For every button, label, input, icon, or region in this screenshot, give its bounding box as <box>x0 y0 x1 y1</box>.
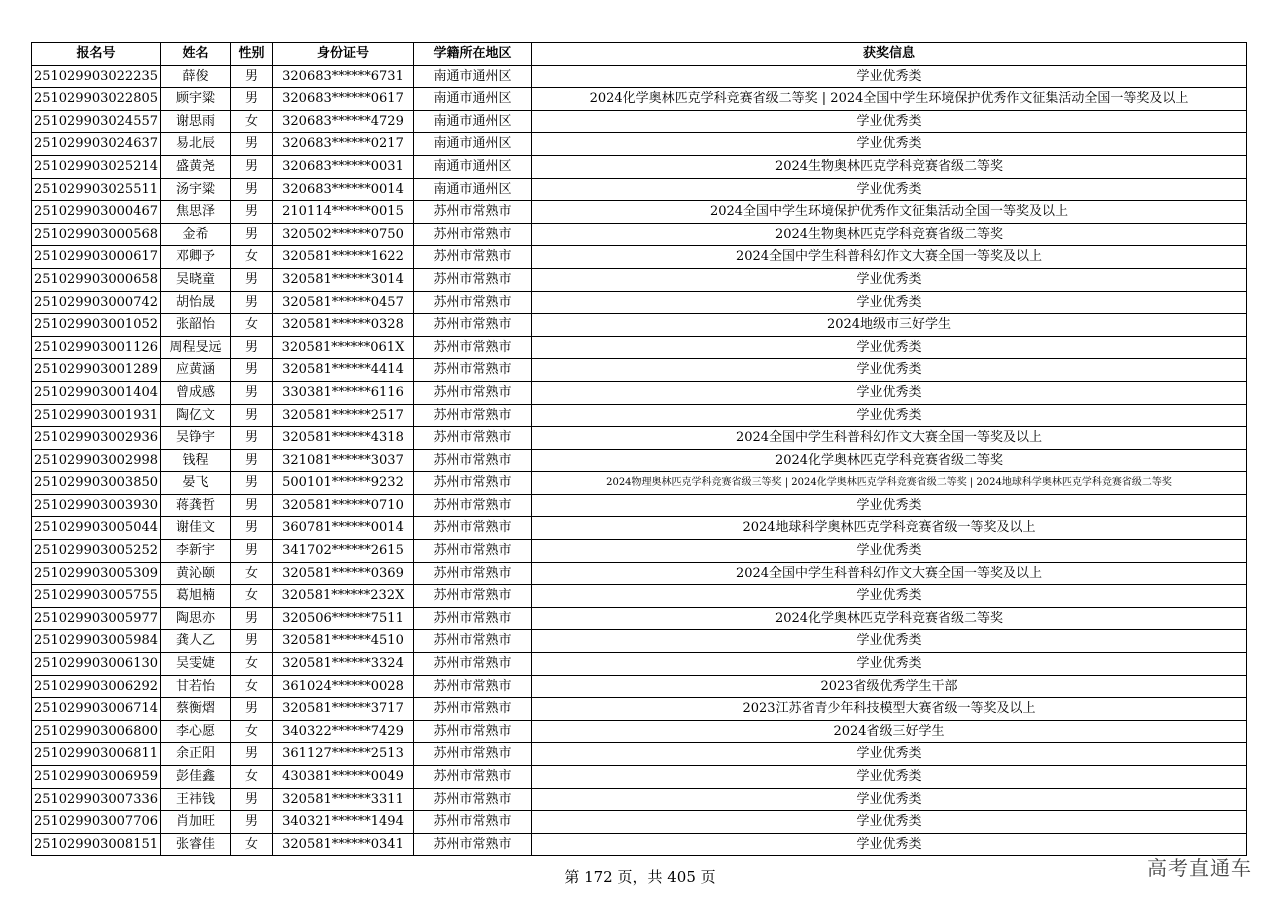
cell-award: 学业优秀类 <box>532 65 1247 88</box>
cell-award: 学业优秀类 <box>532 494 1247 517</box>
cell-gender: 男 <box>231 449 273 472</box>
cell-id-no: 320581******4318 <box>273 427 414 450</box>
cell-reg-no: 251029903001126 <box>32 336 161 359</box>
table-row <box>32 381 1247 404</box>
cell-award: 学业优秀类 <box>532 178 1247 201</box>
cell-id-no: 320581******0457 <box>273 291 414 314</box>
cell-name: 谢佳文 <box>161 517 231 540</box>
cell-award: 学业优秀类 <box>532 133 1247 156</box>
table-row <box>32 291 1247 314</box>
cell-id-no: 361024******0028 <box>273 675 414 698</box>
page-number: 第 172 页，共 405 页 <box>564 868 716 886</box>
cell-gender: 男 <box>231 201 273 224</box>
cell-award: 学业优秀类 <box>532 110 1247 133</box>
cell-gender: 女 <box>231 314 273 337</box>
cell-name: 晏飞 <box>161 472 231 495</box>
cell-name: 吴铮宇 <box>161 427 231 450</box>
cell-award: 学业优秀类 <box>532 404 1247 427</box>
cell-region: 南通市通州区 <box>414 178 532 201</box>
cell-gender: 男 <box>231 65 273 88</box>
cell-gender: 男 <box>231 381 273 404</box>
table-row <box>32 494 1247 517</box>
cell-id-no: 330381******6116 <box>273 381 414 404</box>
header-gender: 性别 <box>231 43 273 66</box>
cell-region: 苏州市常熟市 <box>414 517 532 540</box>
cell-reg-no: 251029903002998 <box>32 449 161 472</box>
cell-gender: 男 <box>231 698 273 721</box>
cell-id-no: 320683******0617 <box>273 88 414 111</box>
cell-id-no: 320683******6731 <box>273 65 414 88</box>
cell-id-no: 320506******7511 <box>273 607 414 630</box>
cell-name: 曾成感 <box>161 381 231 404</box>
cell-region: 苏州市常熟市 <box>414 630 532 653</box>
cell-region: 苏州市常熟市 <box>414 449 532 472</box>
cell-region: 苏州市常熟市 <box>414 246 532 269</box>
cell-id-no: 320683******0014 <box>273 178 414 201</box>
cell-reg-no: 251029903008151 <box>32 833 161 856</box>
cell-id-no: 320581******061X <box>273 336 414 359</box>
cell-region: 苏州市常熟市 <box>414 766 532 789</box>
cell-gender: 男 <box>231 494 273 517</box>
cell-id-no: 320683******4729 <box>273 110 414 133</box>
cell-region: 南通市通州区 <box>414 88 532 111</box>
cell-reg-no: 251029903006811 <box>32 743 161 766</box>
cell-reg-no: 251029903000617 <box>32 246 161 269</box>
cell-region: 苏州市常熟市 <box>414 201 532 224</box>
cell-award: 学业优秀类 <box>532 585 1247 608</box>
watermark-text: 高考直通车 <box>1147 856 1252 880</box>
cell-id-no: 320581******0710 <box>273 494 414 517</box>
cell-award: 2024全国中学生科普科幻作文大赛全国一等奖及以上 <box>532 562 1247 585</box>
cell-name: 张睿佳 <box>161 833 231 856</box>
cell-reg-no: 251029903003850 <box>32 472 161 495</box>
cell-name: 蔡衡熠 <box>161 698 231 721</box>
cell-region: 南通市通州区 <box>414 155 532 178</box>
cell-id-no: 430381******0049 <box>273 766 414 789</box>
cell-name: 金希 <box>161 223 231 246</box>
cell-award: 2024全国中学生环境保护优秀作文征集活动全国一等奖及以上 <box>532 201 1247 224</box>
cell-id-no: 320581******4414 <box>273 359 414 382</box>
cell-gender: 男 <box>231 427 273 450</box>
cell-id-no: 320581******232X <box>273 585 414 608</box>
table-row <box>32 314 1247 337</box>
cell-id-no: 321081******3037 <box>273 449 414 472</box>
table-row <box>32 720 1247 743</box>
cell-reg-no: 251029903024637 <box>32 133 161 156</box>
cell-award: 2024化学奥林匹克学科竞赛省级二等奖 <box>532 449 1247 472</box>
cell-reg-no: 251029903006800 <box>32 720 161 743</box>
cell-region: 苏州市常熟市 <box>414 291 532 314</box>
cell-gender: 男 <box>231 517 273 540</box>
cell-reg-no: 251029903000658 <box>32 268 161 291</box>
cell-id-no: 320502******0750 <box>273 223 414 246</box>
cell-region: 苏州市常熟市 <box>414 268 532 291</box>
cell-reg-no: 251029903002936 <box>32 427 161 450</box>
cell-reg-no: 251029903005252 <box>32 540 161 563</box>
cell-award: 2023省级优秀学生干部 <box>532 675 1247 698</box>
table-row <box>32 743 1247 766</box>
cell-award: 学业优秀类 <box>532 268 1247 291</box>
cell-gender: 女 <box>231 562 273 585</box>
table-row <box>32 472 1247 495</box>
cell-name: 胡怡晟 <box>161 291 231 314</box>
cell-region: 苏州市常熟市 <box>414 833 532 856</box>
cell-region: 南通市通州区 <box>414 110 532 133</box>
cell-gender: 女 <box>231 653 273 676</box>
table-row <box>32 427 1247 450</box>
cell-award: 学业优秀类 <box>532 743 1247 766</box>
cell-region: 苏州市常熟市 <box>414 427 532 450</box>
cell-region: 苏州市常熟市 <box>414 653 532 676</box>
cell-region: 苏州市常熟市 <box>414 607 532 630</box>
cell-gender: 男 <box>231 336 273 359</box>
cell-region: 苏州市常熟市 <box>414 743 532 766</box>
table-row <box>32 133 1247 156</box>
table-row <box>32 788 1247 811</box>
cell-reg-no: 251029903000568 <box>32 223 161 246</box>
cell-name: 张韶怡 <box>161 314 231 337</box>
cell-award: 2024省级三好学生 <box>532 720 1247 743</box>
table-row <box>32 404 1247 427</box>
cell-reg-no: 251029903003930 <box>32 494 161 517</box>
cell-reg-no: 251029903024557 <box>32 110 161 133</box>
cell-id-no: 320581******3717 <box>273 698 414 721</box>
cell-award: 学业优秀类 <box>532 811 1247 834</box>
cell-region: 苏州市常熟市 <box>414 585 532 608</box>
table-row <box>32 833 1247 856</box>
cell-region: 苏州市常熟市 <box>414 314 532 337</box>
table-row <box>32 517 1247 540</box>
cell-reg-no: 251029903006714 <box>32 698 161 721</box>
cell-id-no: 340321******1494 <box>273 811 414 834</box>
cell-reg-no: 251029903001931 <box>32 404 161 427</box>
cell-name: 钱程 <box>161 449 231 472</box>
cell-award: 2024地球科学奥林匹克学科竞赛省级一等奖及以上 <box>532 517 1247 540</box>
cell-award: 学业优秀类 <box>532 833 1247 856</box>
cell-award: 学业优秀类 <box>532 630 1247 653</box>
cell-reg-no: 251029903007336 <box>32 788 161 811</box>
table-row <box>32 336 1247 359</box>
cell-region: 南通市通州区 <box>414 65 532 88</box>
cell-region: 苏州市常熟市 <box>414 811 532 834</box>
cell-name: 吴晓童 <box>161 268 231 291</box>
student-award-table <box>31 42 1247 856</box>
cell-gender: 男 <box>231 472 273 495</box>
cell-gender: 女 <box>231 675 273 698</box>
cell-name: 李心愿 <box>161 720 231 743</box>
cell-id-no: 361127******2513 <box>273 743 414 766</box>
cell-gender: 男 <box>231 788 273 811</box>
cell-award: 2023江苏省青少年科技模型大赛省级一等奖及以上 <box>532 698 1247 721</box>
cell-id-no: 320581******3014 <box>273 268 414 291</box>
table-row <box>32 540 1247 563</box>
cell-gender: 男 <box>231 359 273 382</box>
cell-reg-no: 251029903022805 <box>32 88 161 111</box>
cell-name: 陶亿文 <box>161 404 231 427</box>
cell-reg-no: 251029903005977 <box>32 607 161 630</box>
cell-reg-no: 251029903005309 <box>32 562 161 585</box>
table-row <box>32 359 1247 382</box>
cell-id-no: 320581******1622 <box>273 246 414 269</box>
cell-id-no: 340322******7429 <box>273 720 414 743</box>
cell-region: 南通市通州区 <box>414 133 532 156</box>
cell-name: 葛旭楠 <box>161 585 231 608</box>
cell-award: 学业优秀类 <box>532 653 1247 676</box>
cell-gender: 男 <box>231 268 273 291</box>
table-row <box>32 178 1247 201</box>
header-id-no: 身份证号 <box>273 43 414 66</box>
cell-award: 学业优秀类 <box>532 291 1247 314</box>
cell-gender: 男 <box>231 630 273 653</box>
cell-gender: 男 <box>231 607 273 630</box>
cell-name: 应黄涵 <box>161 359 231 382</box>
table-row <box>32 585 1247 608</box>
table-row <box>32 653 1247 676</box>
table-row <box>32 607 1247 630</box>
cell-name: 肖加旺 <box>161 811 231 834</box>
cell-region: 苏州市常熟市 <box>414 494 532 517</box>
header-reg-no: 报名号 <box>32 43 161 66</box>
header-name: 姓名 <box>161 43 231 66</box>
table-row <box>32 766 1247 789</box>
table-row <box>32 562 1247 585</box>
cell-region: 苏州市常熟市 <box>414 472 532 495</box>
cell-reg-no: 251029903007706 <box>32 811 161 834</box>
cell-award: 2024物理奥林匹克学科竞赛省级三等奖 | 2024化学奥林匹克学科竞赛省级二等奖 | 2024地球科学奥林匹克学科竞赛省级二等奖 <box>532 472 1247 495</box>
cell-id-no: 210114******0015 <box>273 201 414 224</box>
table-row <box>32 698 1247 721</box>
cell-gender: 男 <box>231 540 273 563</box>
header-award: 获奖信息 <box>532 43 1247 66</box>
cell-reg-no: 251029903005044 <box>32 517 161 540</box>
cell-name: 甘若怡 <box>161 675 231 698</box>
cell-id-no: 320581******0369 <box>273 562 414 585</box>
cell-name: 易北辰 <box>161 133 231 156</box>
cell-reg-no: 251029903001289 <box>32 359 161 382</box>
cell-name: 谢思雨 <box>161 110 231 133</box>
cell-name: 薛俊 <box>161 65 231 88</box>
cell-award: 2024化学奥林匹克学科竞赛省级二等奖 <box>532 607 1247 630</box>
cell-award: 学业优秀类 <box>532 788 1247 811</box>
table-row <box>32 88 1247 111</box>
cell-name: 黄沁颐 <box>161 562 231 585</box>
cell-award: 学业优秀类 <box>532 766 1247 789</box>
cell-id-no: 320683******0217 <box>273 133 414 156</box>
cell-name: 李新宇 <box>161 540 231 563</box>
cell-gender: 女 <box>231 720 273 743</box>
cell-reg-no: 251029903001404 <box>32 381 161 404</box>
cell-region: 苏州市常熟市 <box>414 540 532 563</box>
cell-award: 学业优秀类 <box>532 336 1247 359</box>
cell-award: 2024化学奥林匹克学科竞赛省级二等奖 | 2024全国中学生环境保护优秀作文征集活动全国一等奖及以上 <box>532 88 1247 111</box>
table-row <box>32 201 1247 224</box>
cell-reg-no: 251029903025214 <box>32 155 161 178</box>
cell-region: 苏州市常熟市 <box>414 720 532 743</box>
table-row <box>32 675 1247 698</box>
cell-gender: 男 <box>231 811 273 834</box>
cell-award: 2024生物奥林匹克学科竞赛省级二等奖 <box>532 155 1247 178</box>
cell-id-no: 320683******0031 <box>273 155 414 178</box>
cell-name: 吴雯婕 <box>161 653 231 676</box>
cell-gender: 女 <box>231 833 273 856</box>
cell-region: 苏州市常熟市 <box>414 404 532 427</box>
cell-gender: 女 <box>231 766 273 789</box>
table-row <box>32 110 1247 133</box>
table-row <box>32 811 1247 834</box>
cell-reg-no: 251029903000467 <box>32 201 161 224</box>
cell-award: 2024全国中学生科普科幻作文大赛全国一等奖及以上 <box>532 246 1247 269</box>
cell-name: 余正阳 <box>161 743 231 766</box>
table-row <box>32 630 1247 653</box>
cell-id-no: 320581******3311 <box>273 788 414 811</box>
table-body <box>32 65 1247 856</box>
cell-name: 周程旻远 <box>161 336 231 359</box>
cell-gender: 男 <box>231 291 273 314</box>
cell-id-no: 320581******3324 <box>273 653 414 676</box>
cell-gender: 男 <box>231 178 273 201</box>
cell-name: 邓卿予 <box>161 246 231 269</box>
cell-id-no: 320581******2517 <box>273 404 414 427</box>
cell-award: 学业优秀类 <box>532 381 1247 404</box>
cell-gender: 女 <box>231 585 273 608</box>
table-header-row <box>32 43 1247 66</box>
cell-name: 蒋龚哲 <box>161 494 231 517</box>
cell-region: 苏州市常熟市 <box>414 562 532 585</box>
table-row <box>32 449 1247 472</box>
cell-id-no: 360781******0014 <box>273 517 414 540</box>
header-region: 学籍所在地区 <box>414 43 532 66</box>
cell-reg-no: 251029903005984 <box>32 630 161 653</box>
cell-award: 2024地级市三好学生 <box>532 314 1247 337</box>
cell-region: 苏州市常熟市 <box>414 675 532 698</box>
cell-reg-no: 251029903006959 <box>32 766 161 789</box>
cell-gender: 男 <box>231 223 273 246</box>
cell-region: 苏州市常熟市 <box>414 223 532 246</box>
cell-reg-no: 251029903025511 <box>32 178 161 201</box>
cell-award: 学业优秀类 <box>532 540 1247 563</box>
cell-award: 学业优秀类 <box>532 359 1247 382</box>
cell-reg-no: 251029903000742 <box>32 291 161 314</box>
table-row <box>32 268 1247 291</box>
cell-gender: 女 <box>231 246 273 269</box>
cell-id-no: 320581******4510 <box>273 630 414 653</box>
cell-name: 陶思亦 <box>161 607 231 630</box>
cell-award: 2024生物奥林匹克学科竞赛省级二等奖 <box>532 223 1247 246</box>
cell-id-no: 320581******0341 <box>273 833 414 856</box>
cell-gender: 男 <box>231 133 273 156</box>
cell-gender: 男 <box>231 88 273 111</box>
cell-id-no: 341702******2615 <box>273 540 414 563</box>
cell-region: 苏州市常熟市 <box>414 381 532 404</box>
cell-award: 2024全国中学生科普科幻作文大赛全国一等奖及以上 <box>532 427 1247 450</box>
cell-reg-no: 251029903005755 <box>32 585 161 608</box>
table-row <box>32 65 1247 88</box>
cell-reg-no: 251029903006292 <box>32 675 161 698</box>
cell-name: 龚人乙 <box>161 630 231 653</box>
table-row <box>32 246 1247 269</box>
cell-gender: 男 <box>231 743 273 766</box>
cell-reg-no: 251029903001052 <box>32 314 161 337</box>
cell-gender: 男 <box>231 404 273 427</box>
cell-reg-no: 251029903006130 <box>32 653 161 676</box>
table-row <box>32 223 1247 246</box>
cell-region: 苏州市常熟市 <box>414 359 532 382</box>
cell-id-no: 500101******9232 <box>273 472 414 495</box>
table-row <box>32 155 1247 178</box>
cell-name: 彭佳鑫 <box>161 766 231 789</box>
cell-name: 王祎钱 <box>161 788 231 811</box>
cell-region: 苏州市常熟市 <box>414 698 532 721</box>
cell-name: 顾宇粱 <box>161 88 231 111</box>
cell-region: 苏州市常熟市 <box>414 788 532 811</box>
cell-name: 盛黄尧 <box>161 155 231 178</box>
cell-name: 汤宇粱 <box>161 178 231 201</box>
cell-name: 焦思泽 <box>161 201 231 224</box>
cell-reg-no: 251029903022235 <box>32 65 161 88</box>
cell-id-no: 320581******0328 <box>273 314 414 337</box>
cell-gender: 女 <box>231 110 273 133</box>
cell-gender: 男 <box>231 155 273 178</box>
cell-region: 苏州市常熟市 <box>414 336 532 359</box>
